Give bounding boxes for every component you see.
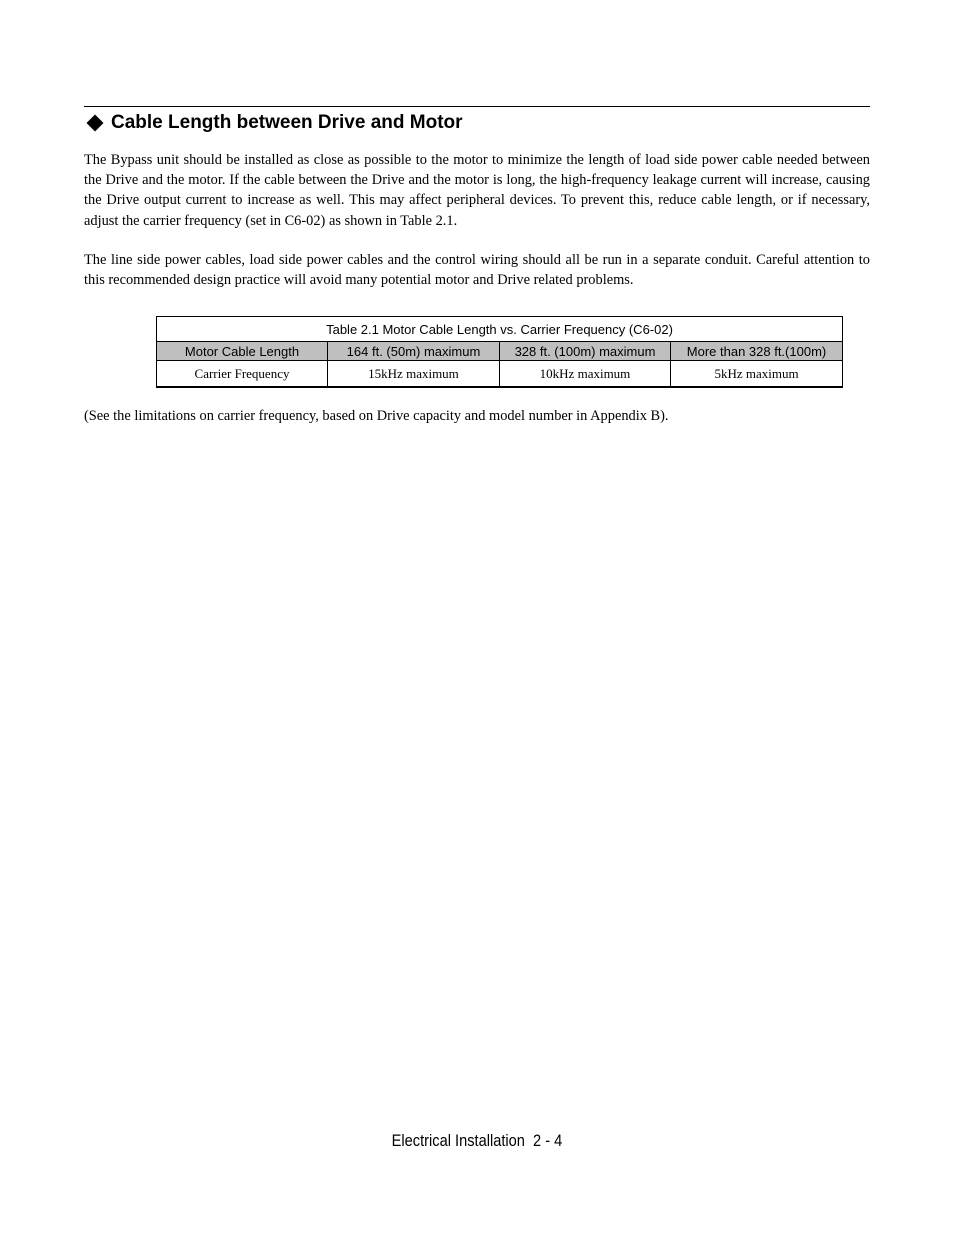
- section-heading: [84, 110, 870, 136]
- table-cell: 10kHz maximum: [500, 361, 671, 388]
- body-paragraph-conduit: The line side power cables, load side power cables and the control wiring should all be run in a separate conduit. Careful attention to this recommended design practice will avoid many potential motor and Drive related problems.: [84, 252, 870, 289]
- table-header-cell: 328 ft. (100m) maximum: [500, 342, 671, 361]
- footer-page-number: 2 - 4: [533, 1131, 563, 1150]
- table-cell: Carrier Frequency: [157, 361, 328, 388]
- table-header-cell: Motor Cable Length: [157, 342, 328, 361]
- table-header-cell: 164 ft. (50m) maximum: [328, 342, 500, 361]
- carrier-frequency-table: [156, 316, 843, 388]
- footer-section-name: Electrical Installation: [391, 1131, 525, 1150]
- table-caption: Table 2.1 Motor Cable Length vs. Carrier Frequency (C6-02): [157, 317, 843, 342]
- table-caption-row: [157, 317, 843, 342]
- table-cell: 15kHz maximum: [328, 361, 500, 388]
- section-title: Cable Length between Drive and Motor: [111, 112, 463, 133]
- appendix-note: (See the limitations on carrier frequency, based on Drive capacity and model number in Appendix B).: [84, 408, 669, 424]
- section-top-rule: [84, 106, 870, 107]
- body-paragraph-cable-length: The Bypass unit should be installed as close as possible to the motor to minimize the length of load side power cable needed between the Drive and the motor. If the cable between the Drive and the motor is long, the high-frequency leakage current will increase, causing the Drive output current to increase as well. This may affect peripheral devices. To prevent this, reduce cable length, or if necessary, adjust the carrier frequency (set in C6-02) as shown in Table 2.1.: [84, 152, 870, 229]
- diamond-bullet-icon: [87, 115, 104, 132]
- table-header-cell: More than 328 ft.(100m): [671, 342, 843, 361]
- page-footer: [67, 1131, 887, 1151]
- table-cell: 5kHz maximum: [671, 361, 843, 388]
- table-header-row: [157, 342, 843, 361]
- table-row: [157, 361, 843, 388]
